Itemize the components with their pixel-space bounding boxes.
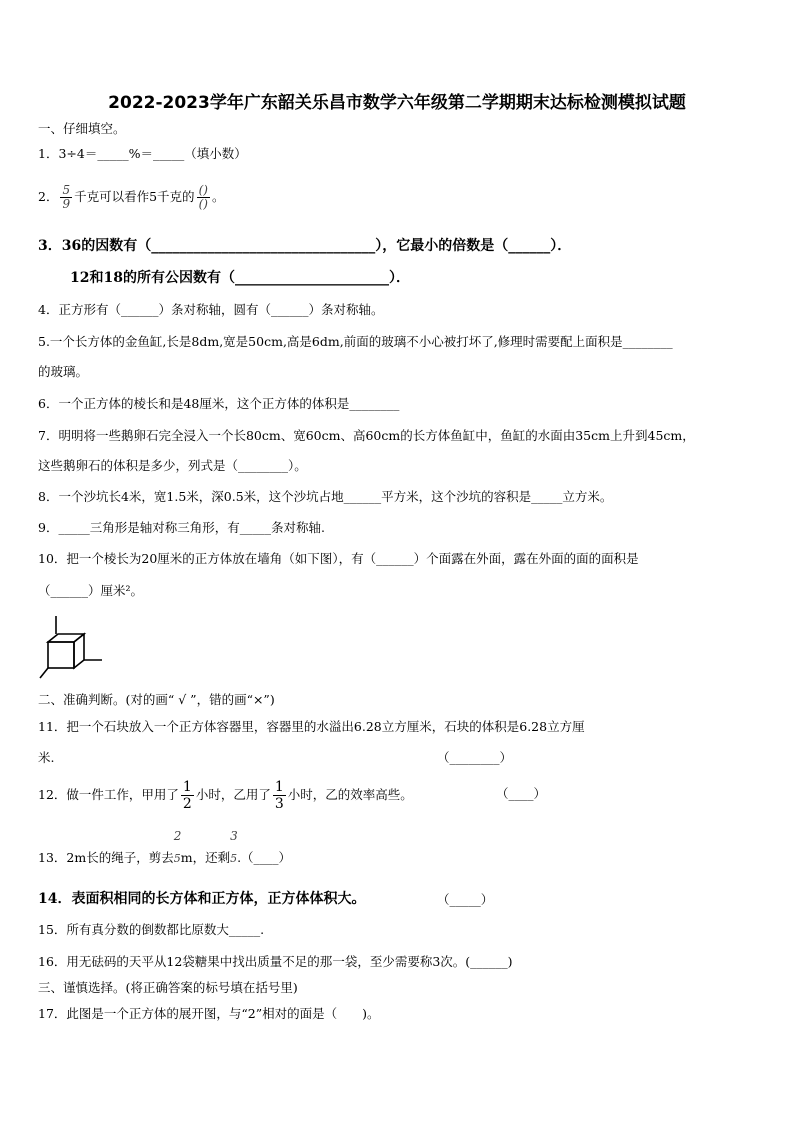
- question-4: 4．正方形有（______）条对称轴，圆有（______）条对称轴。: [38, 302, 384, 317]
- question-8: 8．一个沙坑长4米，宽1.5米，深0.5米，这个沙坑占地______平方米，这个沙坑的容积是_____立方米。: [38, 489, 613, 504]
- question-17: 17．此图是一个正方体的展开图，与“2”相对的面是（ )。: [38, 1006, 380, 1021]
- question-3-part-2: 12和18的所有公因数有（______________________）．: [70, 270, 410, 286]
- question-11-continued: 米.: [38, 750, 55, 765]
- fraction-1-2: [181, 779, 194, 812]
- question-2-number: 2．: [38, 189, 59, 204]
- question-11: 11．把一个石块放入一个正方体容器里，容器里的水溢出6.28立方厘米，石块的体积是6.28立方厘: [38, 719, 585, 734]
- question-12: [38, 778, 413, 812]
- page-title: 2022-2023学年广东韶关乐昌市数学六年级第二学期期末达标检测模拟试题: [108, 93, 686, 113]
- question-5: 5.一个长方体的金鱼缸,长是8dm,宽是50cm,高是6dm,前面的玻璃不小心被打坏了,修理时需要配上面积是________: [38, 334, 673, 349]
- fraction-5-9: [60, 184, 72, 211]
- question-1: 1．3÷4＝_____%＝_____（填小数）: [38, 146, 247, 161]
- fraction-numerator: (): [198, 183, 208, 197]
- question-13-text: m，还剩: [180, 850, 231, 865]
- fraction-numerator: 1: [182, 779, 192, 795]
- fraction-numerator: 3: [230, 829, 238, 843]
- question-10-continued: （______）厘米²。: [38, 583, 144, 598]
- question-12-text: 小时，乙用了: [195, 787, 271, 802]
- question-7: 7．明明将一些鹅卵石完全浸入一个长80cm、宽60cm、高60cm的长方体鱼缸中，鱼缸的水面由35cm上升到45cm，: [38, 428, 695, 443]
- question-11-answer-blank[interactable]: （________）: [437, 750, 513, 765]
- cube-in-corner-figure: [38, 612, 106, 684]
- section-1-heading: 一、仔细填空。: [38, 121, 126, 136]
- question-10: 10．把一个棱长为20厘米的正方体放在墙角（如下图），有（______）个面露在外面，露在外面的面的面积是: [38, 551, 639, 566]
- fraction-numerator: 2: [173, 829, 182, 843]
- question-6: 6．一个正方体的棱长和是48厘米，这个正方体的体积是________: [38, 396, 400, 411]
- section-3-heading: 三、谨慎选择。(将正确答案的标号填在括号里): [38, 980, 298, 995]
- question-13: [38, 829, 292, 867]
- fraction-numerator: 5: [62, 183, 71, 197]
- question-12-text: 小时，乙的效率高些。: [287, 787, 413, 802]
- fraction-denominator: (): [198, 197, 208, 211]
- question-2-text: 千克可以看作5千克的: [74, 189, 195, 204]
- question-12-answer-blank[interactable]: （____）: [496, 786, 547, 801]
- fraction-denominator: 3: [274, 796, 284, 812]
- question-2-end: 。: [211, 189, 225, 204]
- question-13-text: 13．2m长的绳子，剪去: [38, 850, 174, 865]
- question-12-text: 12．做一件工作，甲用了: [38, 787, 179, 802]
- fraction-denominator: 5: [230, 852, 238, 865]
- question-15: 15．所有真分数的倒数都比原数大_____.: [38, 922, 265, 937]
- fraction-3-5: [230, 829, 238, 867]
- question-16: 16．用无砝码的天平从12袋糖果中找出质量不足的那一袋，至少需要称3次。(______): [38, 954, 513, 969]
- fraction-2-5: [173, 829, 182, 867]
- question-14: 14．表面积相同的长方体和正方体，正方体体积大。: [38, 891, 366, 907]
- question-2: [38, 184, 224, 211]
- fraction-blank: [197, 184, 210, 211]
- question-14-answer-blank[interactable]: （_____）: [437, 892, 494, 907]
- fraction-numerator: 1: [274, 779, 284, 795]
- question-5-continued: 的玻璃。: [38, 364, 89, 379]
- question-9: 9．_____三角形是轴对称三角形，有_____条对称轴.: [38, 520, 325, 535]
- fraction-denominator: 9: [62, 197, 71, 211]
- question-3: 3．36的因数有（________________________________），它最小的倍数是（______）．: [38, 238, 572, 254]
- fraction-denominator: 2: [182, 796, 192, 812]
- section-2-heading: 二、准确判断。(对的画“ √ ”，错的画“×”): [38, 692, 275, 707]
- question-7-continued: 这些鹅卵石的体积是多少，列式是（________）。: [38, 458, 307, 473]
- fraction-1-3: [273, 779, 286, 812]
- fraction-denominator: 5: [173, 852, 181, 865]
- question-13-text: .（____）: [237, 850, 292, 865]
